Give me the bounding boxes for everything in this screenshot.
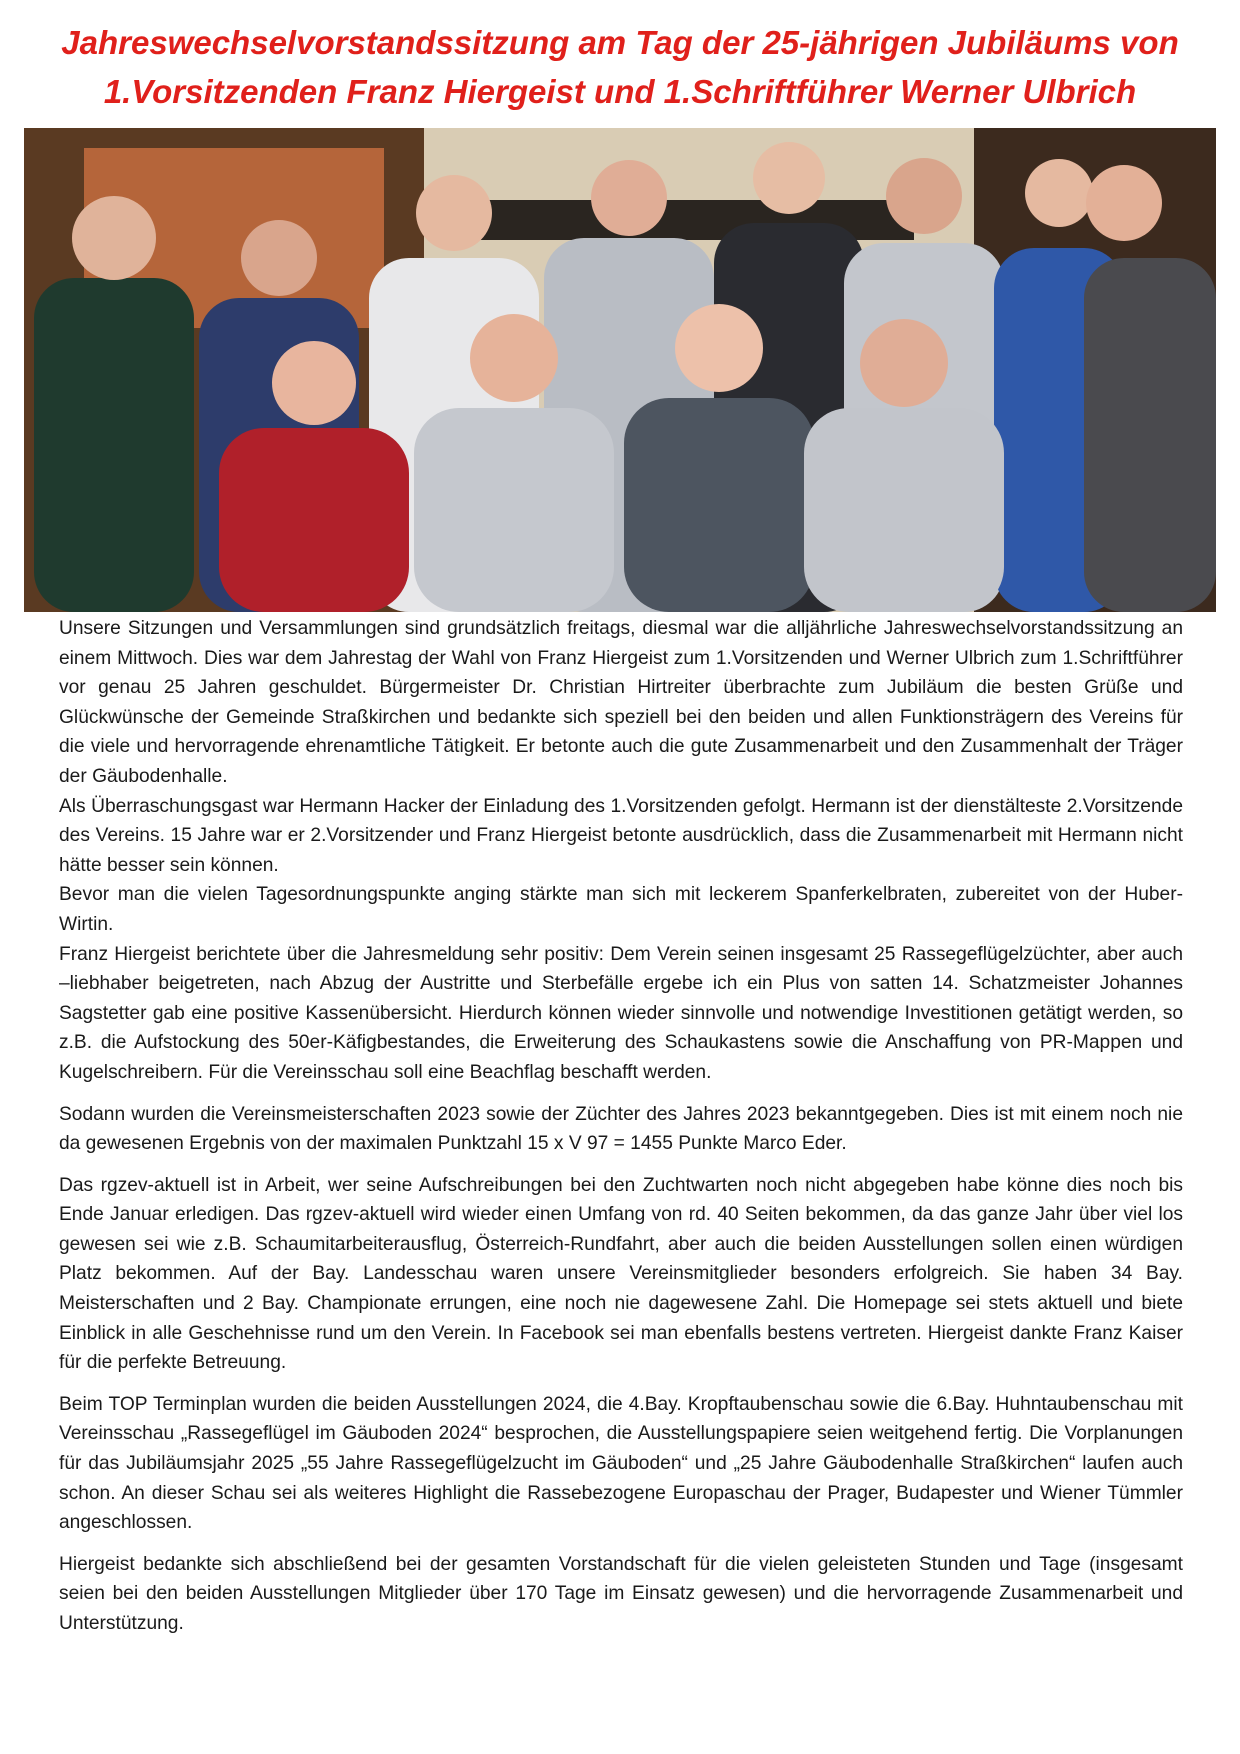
title-line-1: Jahreswechselvorstandssitzung am Tag der 25-jährigen Jubiläums von bbox=[61, 24, 1179, 61]
paragraph: Bevor man die vielen Tagesordnungspunkte anging stärkte man sich mit leckerem Spanferkelbraten, zubereitet von der Huber-Wirtin. bbox=[59, 884, 1183, 935]
paragraph: Sodann wurden die Vereinsmeisterschaften 2023 sowie der Züchter des Jahres 2023 bekanntgegeben. Dies ist mit einem noch nie da gewesenen Ergebnis von der maximalen Punktzahl 15 x V 97 = 1455 Punkte Marco Eder. bbox=[59, 1103, 1183, 1155]
paragraph: Das rgzev-aktuell ist in Arbeit, wer seine Aufschreibungen bei den Zuchtwarten noch nicht abgegeben habe könne dies noch bis Ende Januar erledigen. Das rgzev-aktuell wird wieder einen Umfang von rd. 40 Seiten bekommen, da das ganze Jahr über viel los gewesen sei wie z.B. Schaumitarbeiterausflug, Österreich-Rundfahrt, aber auch die beiden Ausstellungen sollen einen würdigen Platz bekommen. Auf der Bay. Landesschau waren unsere Vereinsmitglieder besonders erfolgreich. Sie haben 34 Bay. Meisterschaften und 2 Bay. Championate errungen, eine noch nie dagewesene Zahl. Die Homepage sei stets aktuell und biete Einblick in alle Geschehnisse rund um den Verein. In Facebook sei man ebenfalls bestens vertreten. Hiergeist dankte Franz Kaiser für die perfekte Betreuung. bbox=[59, 1174, 1183, 1374]
page-title bbox=[40, 18, 1200, 116]
title-line-2: 1.Vorsitzenden Franz Hiergeist und 1.Schriftführer Werner Ulbrich bbox=[103, 73, 1137, 110]
paragraph: Franz Hiergeist berichtete über die Jahresmeldung sehr positiv: Dem Verein seinen insgesamt 25 Rassegeflügelzüchter, aber auch –liebhaber beigetreten, nach Abzug der Austritte und Sterbefälle ergebe ich ein Plus von satten 14. Schatzmeister Johannes Sagstetter gab eine positive Kassenübersicht. Hierdurch können wieder sinnvolle und notwendige Investitionen getätigt werden, so z.B. die Aufstockung des 50er-Käfigbestandes, die Erweiterung des Schaukastens sowie die Anschaffung von PR-Mappen und Kugelschreibern. Für die Vereinsschau soll eine Beachflag beschafft werden. bbox=[59, 943, 1183, 1083]
article-body bbox=[59, 614, 1183, 1639]
paragraph: Beim TOP Terminplan wurden die beiden Ausstellungen 2024, die 4.Bay. Kropftaubenschau sowie die 6.Bay. Huhntaubenschau mit Vereinsschau „Rassegeflügel im Gäuboden 2024“ besprochen, die Ausstellungspapiere seien weitgehend fertig. Die Vorplanungen für das Jubiläumsjahr 2025 „55 Jahre Rassegeflügelzucht im Gäuboden“ und „25 Jahre Gäubodenhalle Straßkirchen“ laufen auch schon. An dieser Schau sei als weiteres Highlight die Rassebezogene Europaschau der Prager, Budapester und Wiener Tümmler angeschlossen. bbox=[59, 1393, 1183, 1534]
paragraph: Hiergeist bedankte sich abschließend bei der gesamten Vorstandschaft für die vielen geleisteten Stunden und Tage (insgesamt seien bei den beiden Ausstellungen Mitglieder über 170 Tage im Einsatz gewesen) und die hervorragende Zusammenarbeit und Unterstützung. bbox=[59, 1553, 1183, 1634]
paragraph: Als Überraschungsgast war Hermann Hacker der Einladung des 1.Vorsitzenden gefolgt. Hermann ist der dienstälteste 2.Vorsitzende des Vereins. 15 Jahre war er 2.Vorsitzender und Franz Hiergeist betonte ausdrücklich, dass die Zusammenarbeit mit Hermann nicht hätte besser sein können. bbox=[59, 795, 1183, 876]
group-photo bbox=[24, 128, 1216, 612]
paragraph: Unsere Sitzungen und Versammlungen sind grundsätzlich freitags, diesmal war die alljährliche Jahreswechselvorstandssitzung an einem Mittwoch. Dies war dem Jahrestag der Wahl von Franz Hiergeist zum 1.Vorsitzenden und Werner Ulbrich zum 1.Schriftführer vor genau 25 Jahren geschuldet. Bürgermeister Dr. Christian Hirtreiter überbrachte zum Jubiläum die besten Grüße und Glückwünsche der Gemeinde Straßkirchen und bedankte sich speziell bei den beiden und allen Funktionsträgern des Vereins für die viele und hervorragende ehrenamtliche Tätigkeit. Er betonte auch die gute Zusammenarbeit und den Zusammenhalt der Träger der Gäubodenhalle. bbox=[59, 618, 1183, 787]
